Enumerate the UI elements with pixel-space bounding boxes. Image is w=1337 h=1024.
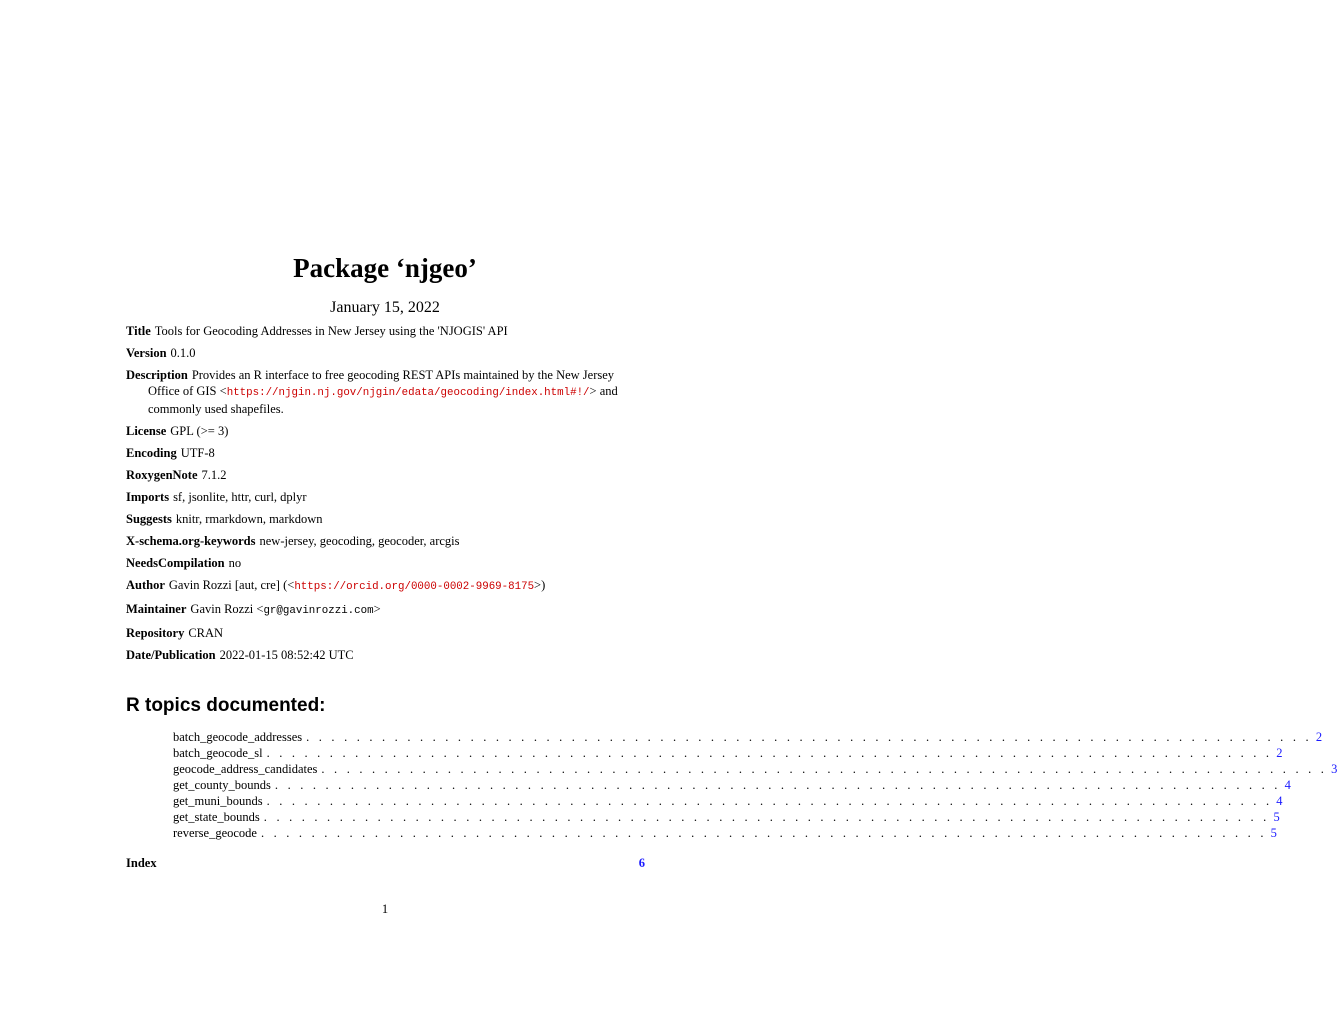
toc-row[interactable] — [173, 745, 1283, 761]
field-key: RoxygenNote — [126, 468, 198, 482]
field-value: knitr, rmarkdown, markdown — [175, 512, 323, 526]
field-key: Repository — [126, 626, 185, 640]
toc-leader-dots: . . . . . . . . . . . . . . . . . . . . . . . . . . . . . . . . . . . . . . . . . . . . . . . . . . . . . . . . . . . . . . . . . . . . . . . . . . . . . . . . — [266, 794, 1273, 808]
field-value: GPL (>= 3) — [170, 424, 229, 438]
toc-topic-name[interactable]: batch_geocode_sl — [173, 746, 263, 760]
field-suggests — [126, 511, 646, 527]
field-value: 7.1.2 — [201, 468, 227, 482]
index-label: Index — [126, 856, 157, 870]
toc-leader-dots: . . . . . . . . . . . . . . . . . . . . . . . . . . . . . . . . . . . . . . . . . . . . . . . . . . . . . . . . . . . . . . . . . . . . . . . . . . . . . . . . — [306, 730, 1312, 744]
toc-row[interactable] — [173, 809, 1280, 825]
toc-topic-name[interactable]: get_county_bounds — [173, 778, 271, 792]
field-key: Suggests — [126, 512, 172, 526]
field-value: > and commonly used shapefiles. — [148, 384, 618, 416]
toc-topic-name[interactable]: get_state_bounds — [173, 810, 260, 824]
field-value: Tools for Geocoding Addresses in New Jersey using the 'NJOGIS' API — [154, 324, 508, 338]
toc-row[interactable] — [173, 777, 1291, 793]
toc-page-link[interactable]: 4 — [1276, 794, 1283, 808]
toc-page-link[interactable]: 4 — [1284, 778, 1291, 792]
field-value: sf, jsonlite, httr, curl, dplyr — [173, 490, 307, 504]
field-maintainer — [126, 601, 646, 619]
toc-row[interactable] — [173, 729, 1323, 745]
field-value: new-jersey, geocoding, geocoder, arcgis — [259, 534, 460, 548]
field-value: Gavin Rozzi < — [190, 602, 264, 616]
toc-leader-dots: . . . . . . . . . . . . . . . . . . . . . . . . . . . . . . . . . . . . . . . . . . . . . . . . . . . . . . . . . . . . . . . . . . . . . . . . . . . . . . . . — [266, 746, 1273, 760]
index-entry[interactable] — [126, 855, 645, 871]
toc-topic-name[interactable]: geocode_address_candidates — [173, 762, 318, 776]
toc-leader-dots: . . . . . . . . . . . . . . . . . . . . . . . . . . . . . . . . . . . . . . . . . . . . . . . . . . . . . . . . . . . . . . . . . . . . . . . . . . . . . . . . — [263, 810, 1270, 824]
toc-page-link[interactable]: 5 — [1273, 810, 1280, 824]
field-key: Maintainer — [126, 602, 187, 616]
description-fields — [126, 323, 646, 669]
toc-topic-name[interactable]: batch_geocode_addresses — [173, 730, 303, 744]
toc-leader-dots: . . . . . . . . . . . . . . . . . . . . . . . . . . . . . . . . . . . . . . . . . . . . . . . . . . . . . . . . . . . . . . . . . . . . . . . . . . . . . . . . — [260, 826, 1267, 840]
field-date-publication — [126, 647, 646, 663]
maintainer-email: gr@gavinrozzi.com — [263, 605, 374, 617]
field-value: 0.1.0 — [170, 346, 196, 360]
field-encoding — [126, 445, 646, 461]
field-title — [126, 323, 646, 339]
table-of-contents — [173, 729, 1337, 841]
toc-row[interactable] — [173, 793, 1283, 809]
toc-topic-name[interactable]: reverse_geocode — [173, 826, 257, 840]
orcid-link[interactable]: https://orcid.org/0000-0002-9969-8175 — [294, 581, 535, 593]
field-value: Gavin Rozzi [aut, cre] (< — [168, 578, 295, 592]
page-number: 1 — [381, 902, 389, 916]
toc-leader-dots: . . . . . . . . . . . . . . . . . . . . . . . . . . . . . . . . . . . . . . . . . . . . . . . . . . . . . . . . . . . . . . . . . . . . . . . . . . . . . . . . — [321, 762, 1328, 776]
field-key: Title — [126, 324, 151, 338]
field-value: CRAN — [188, 626, 224, 640]
field-keywords — [126, 533, 646, 549]
toc-page-link[interactable]: 2 — [1276, 746, 1283, 760]
package-title: Package ‘njgeo’ — [293, 253, 477, 283]
toc-row[interactable] — [173, 825, 1277, 841]
field-value: Provides an R interface to free geocoding REST APIs maintained by the New Jersey Office of GIS < — [148, 368, 615, 398]
field-value: > — [373, 602, 381, 616]
field-description — [126, 367, 646, 417]
field-imports — [126, 489, 646, 505]
toc-page-link[interactable]: 2 — [1315, 730, 1323, 744]
index-page-link[interactable]: 6 — [638, 856, 645, 870]
field-key: Imports — [126, 490, 170, 504]
field-key: Description — [126, 368, 188, 382]
toc-page-link[interactable]: 3 — [1331, 762, 1337, 776]
toc-page-link[interactable]: 5 — [1270, 826, 1277, 840]
field-value: 2022-01-15 08:52:42 UTC — [219, 648, 354, 662]
field-repository — [126, 625, 646, 641]
field-value: UTF-8 — [180, 446, 215, 460]
field-version — [126, 345, 646, 361]
field-author — [126, 577, 646, 595]
field-key: NeedsCompilation — [126, 556, 225, 570]
field-key: Version — [126, 346, 167, 360]
toc-leader-dots: . . . . . . . . . . . . . . . . . . . . . . . . . . . . . . . . . . . . . . . . . . . . . . . . . . . . . . . . . . . . . . . . . . . . . . . . . . . . . . . . — [274, 778, 1281, 792]
field-value: >) — [534, 578, 546, 592]
field-key: Date/Publication — [126, 648, 216, 662]
field-key: X-schema.org-keywords — [126, 534, 256, 548]
field-key: License — [126, 424, 167, 438]
field-roxygennote — [126, 467, 646, 483]
field-key: Encoding — [126, 446, 177, 460]
field-key: Author — [126, 578, 165, 592]
toc-heading: R topics documented: — [126, 695, 326, 716]
toc-row[interactable] — [173, 761, 1337, 777]
toc-topic-name[interactable]: get_muni_bounds — [173, 794, 263, 808]
package-date: January 15, 2022 — [330, 299, 440, 316]
field-value: no — [228, 556, 242, 570]
description-url-link[interactable]: https://njgin.nj.gov/njgin/edata/geocoding/index.html#!/ — [226, 387, 590, 399]
field-license — [126, 423, 646, 439]
field-needscompilation — [126, 555, 646, 571]
